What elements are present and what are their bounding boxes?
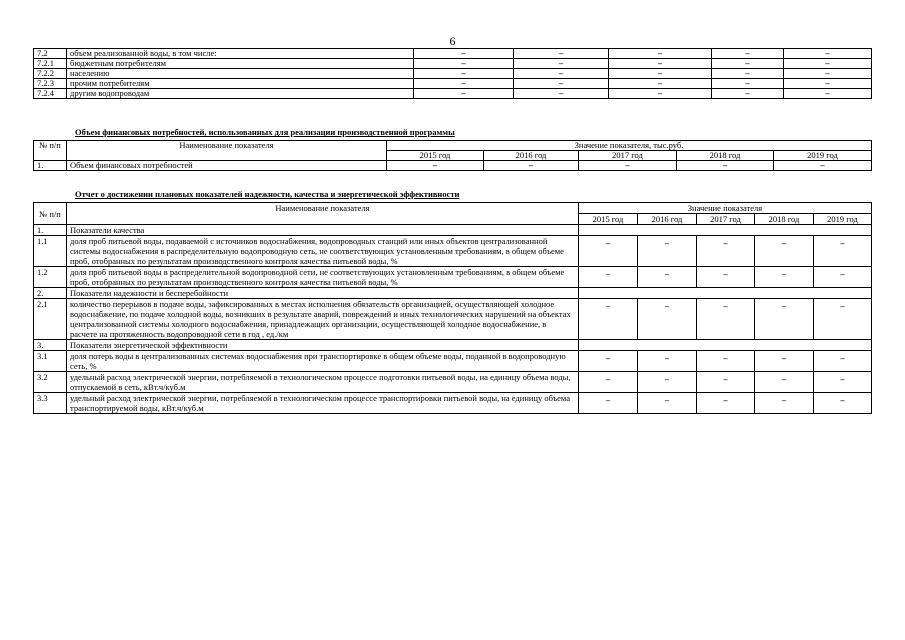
row-value: – <box>697 393 755 414</box>
year-header: 2019 год <box>774 151 872 161</box>
row-number: 7.2.4 <box>34 89 67 99</box>
row-number: 7.2.2 <box>34 69 67 79</box>
row-value: – <box>414 49 514 59</box>
header-num: № п/п <box>34 203 67 225</box>
row-value: – <box>814 267 872 288</box>
page-number: 6 <box>449 34 456 48</box>
table-row <box>34 299 872 340</box>
row-value: – <box>755 393 814 414</box>
row-name: прочим потребителям <box>67 79 414 89</box>
row-value: – <box>814 372 872 393</box>
row-value: – <box>712 69 784 79</box>
row-value: – <box>755 372 814 393</box>
year-header: 2015 год <box>387 151 484 161</box>
section-row <box>34 288 872 299</box>
table-row <box>34 79 872 89</box>
row-name: другим водопроводам <box>67 89 414 99</box>
row-number: 1.2 <box>34 267 67 288</box>
table-row <box>34 267 872 288</box>
indicators-table <box>33 202 872 414</box>
row-number: 3.3 <box>34 393 67 414</box>
row-value: – <box>712 59 784 69</box>
table-row <box>34 372 872 393</box>
row-number: 1.1 <box>34 236 67 267</box>
row-value: – <box>609 89 712 99</box>
row-number: 7.2 <box>34 49 67 59</box>
row-value: – <box>755 267 814 288</box>
row-value: – <box>638 267 697 288</box>
row-value: – <box>814 236 872 267</box>
row-value: – <box>638 393 697 414</box>
row-value: – <box>712 49 784 59</box>
row-value: – <box>414 79 514 89</box>
row-value: – <box>814 299 872 340</box>
row-value: – <box>638 299 697 340</box>
row-number: 3.2 <box>34 372 67 393</box>
row-value: – <box>638 372 697 393</box>
row-name: Показатели качества <box>67 225 579 236</box>
row-value: – <box>712 89 784 99</box>
year-header: 2016 год <box>638 214 697 225</box>
row-name: бюджетным потребителям <box>67 59 414 69</box>
row-name: Показатели надежности и бесперебойности <box>67 288 579 299</box>
row-value: – <box>514 59 609 69</box>
row-value: – <box>697 299 755 340</box>
year-header: 2018 год <box>755 214 814 225</box>
row-number: 2. <box>34 288 67 299</box>
row-value: – <box>514 69 609 79</box>
table-row <box>34 89 872 99</box>
row-number: 3.1 <box>34 351 67 372</box>
year-header: 2018 год <box>677 151 774 161</box>
row-value: – <box>609 69 712 79</box>
row-value: – <box>774 161 872 171</box>
row-value: – <box>387 161 484 171</box>
row-value: – <box>677 161 774 171</box>
row-value: – <box>414 89 514 99</box>
row-value: – <box>514 89 609 99</box>
row-value: – <box>814 351 872 372</box>
row-number: 1. <box>34 161 67 171</box>
row-name: Объем финансовых потребностей <box>67 161 387 171</box>
row-name: населению <box>67 69 414 79</box>
row-value: – <box>514 79 609 89</box>
row-value: – <box>755 299 814 340</box>
row-value: – <box>638 236 697 267</box>
row-value: – <box>514 49 609 59</box>
section-row <box>34 340 872 351</box>
financial-needs-caption: Объем финансовых потребностей, использованных для реализации производственной программы <box>75 127 455 137</box>
row-value: – <box>579 351 638 372</box>
row-value: – <box>814 393 872 414</box>
row-value: – <box>579 299 638 340</box>
table-row <box>34 351 872 372</box>
year-header: 2017 год <box>579 151 677 161</box>
header-num: № п/п <box>34 141 67 161</box>
row-name: доля потерь воды в централизованных системах водоснабжения при транспортировке в общем объеме воды, поданной в водопроводную сеть, % <box>67 351 579 372</box>
row-value: – <box>579 161 677 171</box>
year-header: 2016 год <box>484 151 579 161</box>
financial-needs-table <box>33 140 872 171</box>
water-sales-table <box>33 48 872 99</box>
row-value: – <box>609 59 712 69</box>
header-name: Наименование показателя <box>67 203 579 225</box>
row-name: доля проб питьевой воды, подаваемой с источников водоснабжения, водопроводных станций или иных объектов централизованной системы водоснабжения в распределительную водопроводную сеть, не соответствующих установленным требованиям, в общем объеме проб, отобранных по результатам производственного контроля качества питьевой воды, % <box>67 236 579 267</box>
row-number: 3. <box>34 340 67 351</box>
row-value: – <box>784 69 872 79</box>
row-name: удельный расход электрической энергии, потребляемой в технологическом процессе транспортировки питьевой воды, на единицу объема транспортируемой воды, кВт.ч/куб.м <box>67 393 579 414</box>
row-value: – <box>484 161 579 171</box>
year-header: 2017 год <box>697 214 755 225</box>
row-value: – <box>579 372 638 393</box>
table-row <box>34 161 872 171</box>
table-row <box>34 236 872 267</box>
row-value: – <box>609 49 712 59</box>
row-name: удельный расход электрической энергии, потребляемой в технологическом процессе подготовки питьевой воды, на единицу объема воды, отпускаемой в сеть, кВт.ч/куб.м <box>67 372 579 393</box>
row-name: Показатели энергетической эффективности <box>67 340 579 351</box>
row-empty <box>579 340 872 351</box>
row-value: – <box>697 236 755 267</box>
table-row <box>34 49 872 59</box>
row-value: – <box>697 372 755 393</box>
row-value: – <box>784 79 872 89</box>
row-value: – <box>784 59 872 69</box>
table-row <box>34 69 872 79</box>
header-value: Значение показателя, тыс.руб. <box>387 141 872 151</box>
row-value: – <box>638 351 697 372</box>
row-number: 2.1 <box>34 299 67 340</box>
row-value: – <box>609 79 712 89</box>
row-name: количество перерывов в подаче воды, зафиксированных в местах исполнения обязательств организацией, осуществляющей холодное водоснабжение, по подаче холодной воды, возникших в результате аварий, повреждений и иных технологических нарушений на объектах централизованной системы холодного водоснабжения, принадлежащих организации, осуществляющей холодное водоснабжение, в расчете на протяженность водопроводной сети в год , ед./км <box>67 299 579 340</box>
row-value: – <box>414 69 514 79</box>
row-empty <box>579 288 872 299</box>
year-header: 2019 год <box>814 214 872 225</box>
row-number: 1. <box>34 225 67 236</box>
row-value: – <box>697 267 755 288</box>
row-name: объем реализованной воды, в том числе: <box>67 49 414 59</box>
header-name: Наименование показателя <box>67 141 387 161</box>
row-value: – <box>579 267 638 288</box>
row-value: – <box>579 236 638 267</box>
row-value: – <box>784 89 872 99</box>
year-header: 2015 год <box>579 214 638 225</box>
row-number: 7.2.1 <box>34 59 67 69</box>
row-value: – <box>414 59 514 69</box>
indicators-caption: Отчет о достижении плановых показателей надежности, качества и энергетической эффективности <box>75 189 460 199</box>
row-empty <box>579 225 872 236</box>
section-row <box>34 225 872 236</box>
row-number: 7.2.3 <box>34 79 67 89</box>
row-name: доля проб питьевой воды в распределительной водопроводной сети, не соответствующих установленным требованиям, в общем объеме проб, отобранных по результатам производственного контроля качества питьевой воды, % <box>67 267 579 288</box>
row-value: – <box>784 49 872 59</box>
table-row <box>34 393 872 414</box>
row-value: – <box>579 393 638 414</box>
row-value: – <box>755 236 814 267</box>
row-value: – <box>697 351 755 372</box>
header-value: Значение показателя <box>579 203 872 214</box>
table-row <box>34 59 872 69</box>
row-value: – <box>712 79 784 89</box>
row-value: – <box>755 351 814 372</box>
